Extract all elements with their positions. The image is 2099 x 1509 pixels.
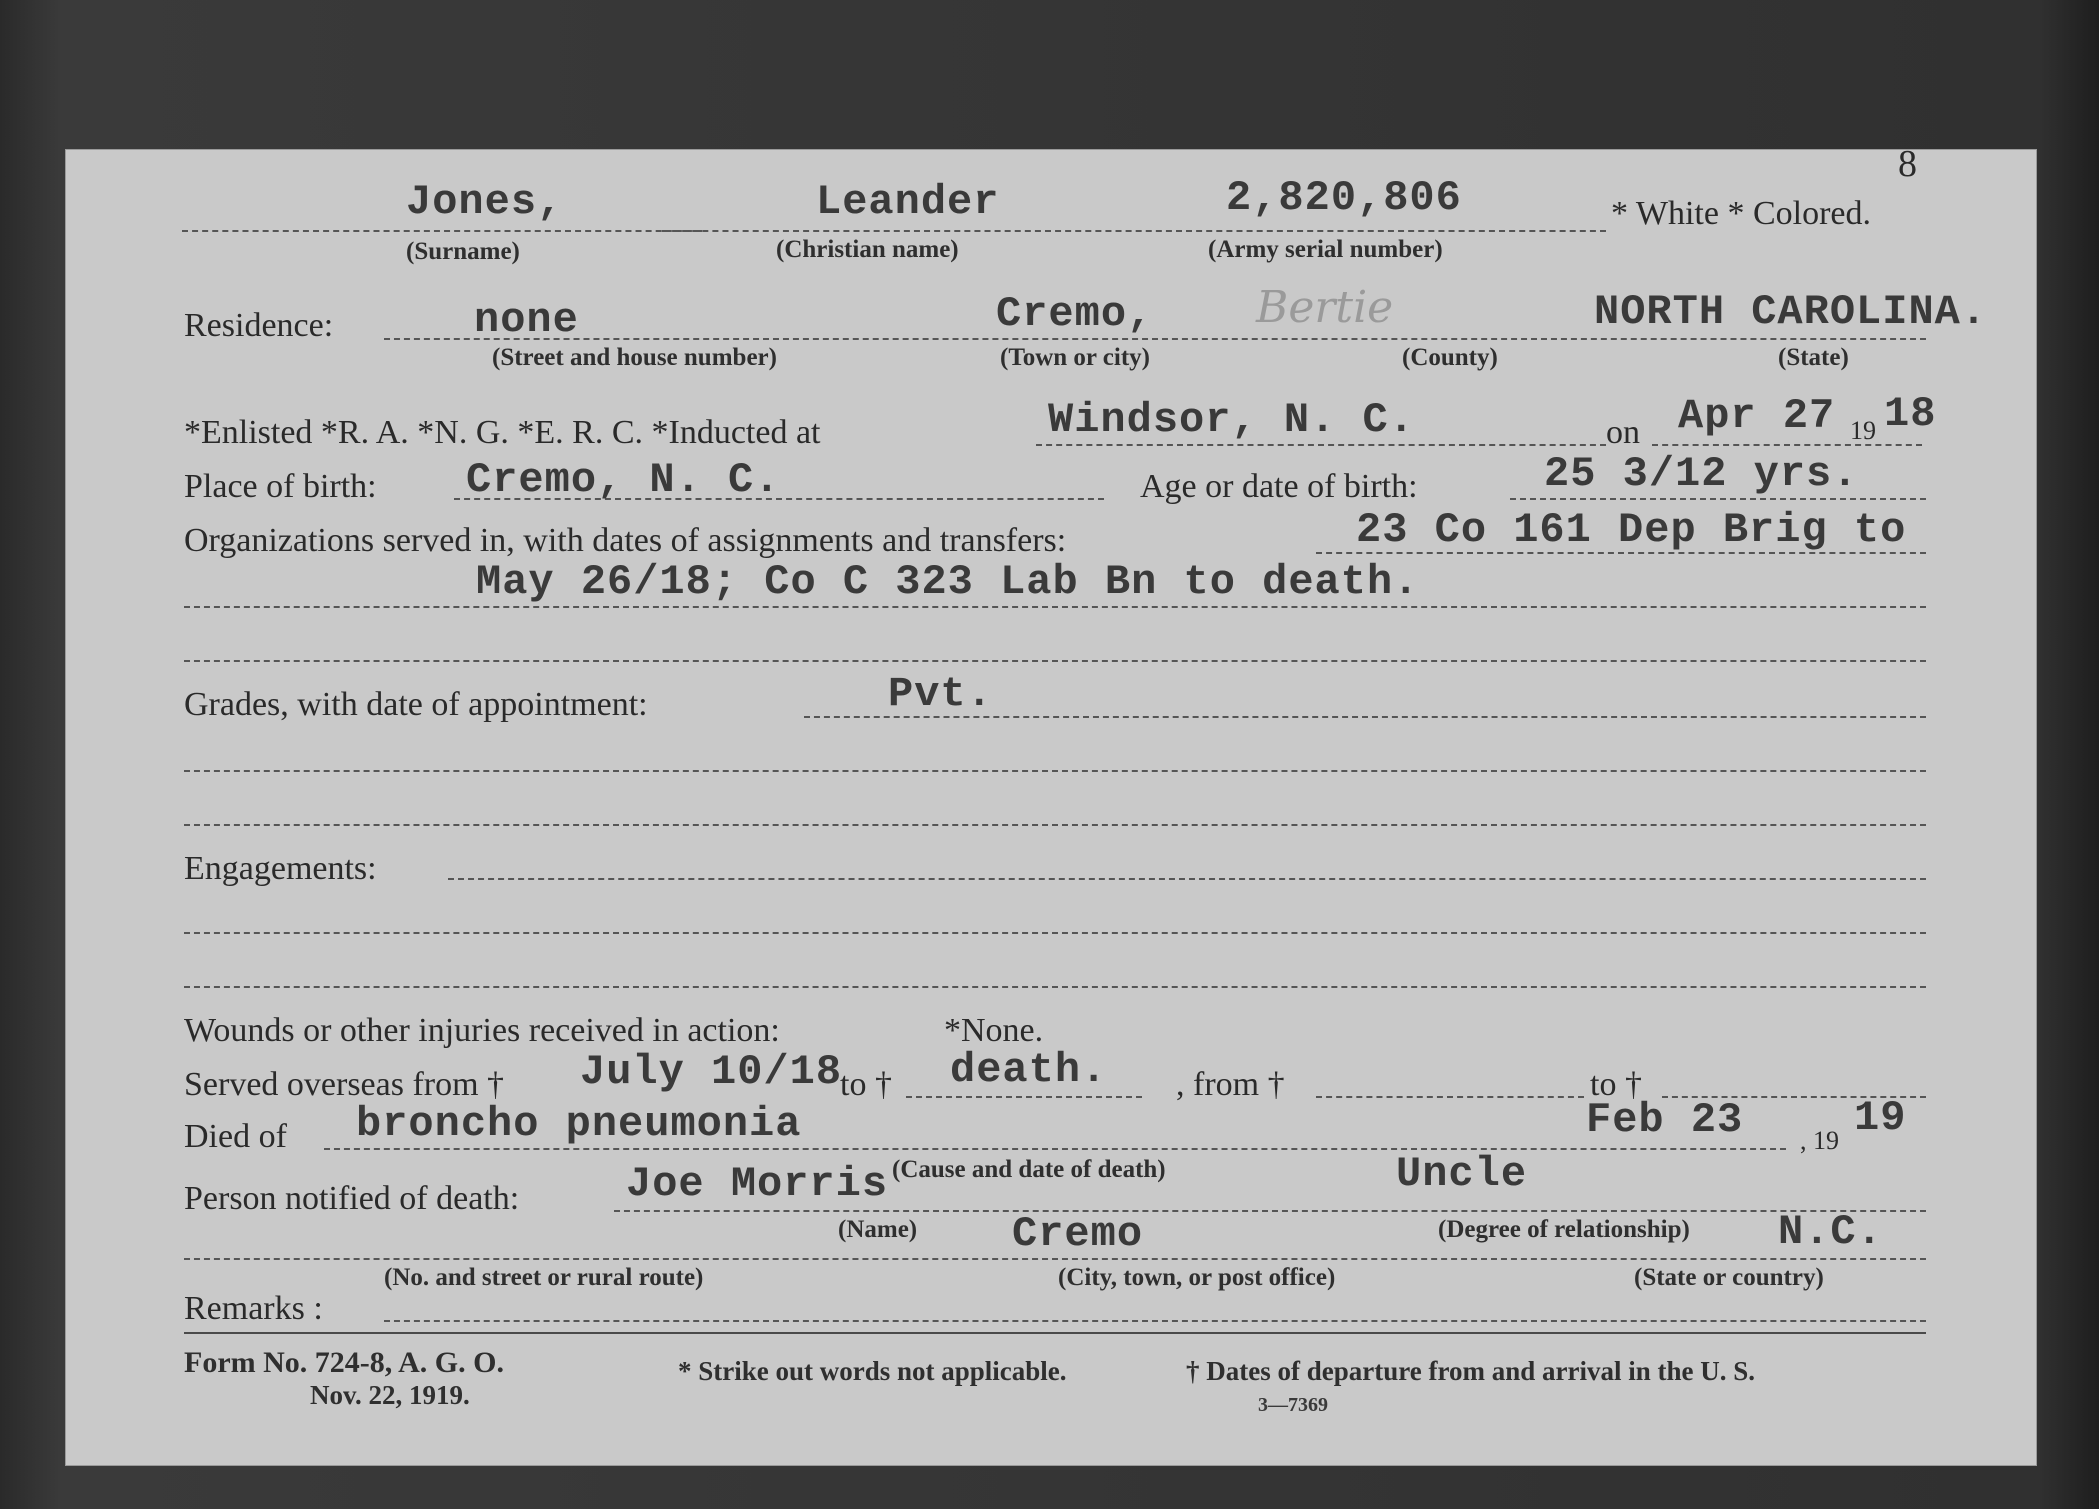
grades-line-2 [184, 770, 1926, 772]
overseas-from2-line [1316, 1096, 1584, 1098]
wounds-label: Wounds or other injuries received in action: [184, 1012, 780, 1049]
race-options: * White * Colored. [1611, 195, 1871, 232]
death-date-value: Feb 23 [1586, 1096, 1744, 1144]
enlistment-place-value: Windsor, N. C. [1048, 396, 1415, 444]
dates-note: † Dates of departure from and arrival in the U. S. [1186, 1356, 1755, 1386]
notified-line [614, 1210, 1926, 1212]
notified-city-caption: (City, town, or post office) [1058, 1264, 1336, 1291]
serial-number-caption: (Army serial number) [1208, 236, 1443, 263]
overseas-to-value: death. [950, 1046, 1108, 1094]
print-code: 3—7369 [1258, 1394, 1328, 1416]
enlistment-place-line [1036, 444, 1606, 446]
residence-street-value: none [474, 296, 579, 344]
death-caption: (Cause and date of death) [892, 1156, 1166, 1183]
enlistment-year-value: 18 [1884, 390, 1937, 438]
christian-name-caption: (Christian name) [776, 236, 959, 263]
form-date: Nov. 22, 1919. [310, 1380, 470, 1410]
footer-rule [184, 1332, 1926, 1334]
residence-label: Residence: [184, 307, 334, 344]
residence-state-value: NORTH CAROLINA. [1594, 288, 1988, 336]
state-caption: (State) [1778, 344, 1849, 371]
notified-street-caption: (No. and street or rural route) [384, 1264, 704, 1291]
notified-label: Person notified of death: [184, 1180, 520, 1217]
form-number: Form No. 724-8, A. G. O. [184, 1346, 504, 1379]
death-year-value: 19 [1854, 1094, 1907, 1142]
grades-value: Pvt. [888, 670, 993, 718]
overseas-to-label: to † [840, 1066, 892, 1103]
organizations-line-3 [184, 660, 1926, 662]
notified-name-caption: (Name) [838, 1216, 918, 1243]
serial-number-value: 2,820,806 [1226, 174, 1462, 222]
enlistment-on-label: on [1606, 414, 1640, 451]
organizations-label: Organizations served in, with dates of assignments and transfers: [184, 522, 1067, 559]
overseas-to2-label: to † [1590, 1066, 1642, 1103]
surname-line [182, 230, 702, 232]
engagements-line-1 [448, 878, 1926, 880]
street-caption: (Street and house number) [492, 344, 777, 371]
christian-name-value: Leander [816, 178, 1000, 226]
christian-line [662, 230, 1182, 232]
organizations-line-2 [184, 606, 1926, 608]
remarks-line [384, 1320, 1926, 1322]
notified-state-value: N.C. [1778, 1208, 1883, 1256]
age-label: Age or date of birth: [1140, 468, 1418, 505]
grades-line-3 [184, 824, 1926, 826]
engagements-line-2 [184, 932, 1926, 934]
strike-note: * Strike out words not applicable. [678, 1356, 1067, 1386]
birth-place-label: Place of birth: [184, 468, 377, 505]
county-caption: (County) [1402, 344, 1498, 371]
overseas-from-value: July 10/18 [580, 1048, 843, 1096]
died-of-line [324, 1148, 1786, 1150]
residence-county-value: Bertie [1256, 282, 1394, 333]
enlistment-date-line [1652, 444, 1922, 446]
age-line [1510, 498, 1926, 500]
grades-label: Grades, with date of appointment: [184, 686, 648, 723]
death-year-prefix: , 19 [1800, 1126, 1839, 1155]
overseas-from2-label: , from † [1176, 1066, 1285, 1103]
serial-line [1186, 230, 1606, 232]
residence-line [384, 338, 1926, 340]
wounds-value: *None. [944, 1012, 1044, 1049]
organizations-value-2: May 26/18; Co C 323 Lab Bn to death. [476, 558, 1420, 606]
overseas-label: Served overseas from † [184, 1066, 505, 1103]
notified-relationship-caption: (Degree of relationship) [1438, 1216, 1690, 1243]
remarks-label: Remarks : [184, 1290, 323, 1327]
death-cause-value: broncho pneumonia [356, 1100, 802, 1148]
page-number: 8 [1898, 143, 1917, 185]
notified-name-value: Joe Morris [626, 1160, 889, 1208]
organizations-value-1: 23 Co 161 Dep Brig to [1356, 506, 1907, 554]
enlistment-date-value: Apr 27 [1678, 392, 1836, 440]
enlistment-label: *Enlisted *R. A. *N. G. *E. R. C. *Inducted at [184, 414, 821, 451]
engagements-label: Engagements: [184, 850, 377, 887]
residence-town-value: Cremo, [996, 290, 1154, 338]
age-value: 25 3/12 yrs. [1544, 450, 1859, 498]
died-of-label: Died of [184, 1118, 287, 1155]
overseas-to-line [906, 1096, 1142, 1098]
engagements-line-3 [184, 986, 1926, 988]
surname-value: Jones, [406, 178, 564, 226]
service-record-card [66, 143, 2036, 1465]
enlistment-year-prefix: 19 [1850, 416, 1876, 445]
surname-caption: (Surname) [406, 238, 520, 265]
notified-address-line [184, 1258, 1926, 1260]
notified-relationship-value: Uncle [1396, 1150, 1528, 1198]
birth-place-value: Cremo, N. C. [466, 456, 781, 504]
notified-state-caption: (State or country) [1634, 1264, 1824, 1291]
notified-city-value: Cremo [1012, 1210, 1144, 1258]
town-caption: (Town or city) [1000, 344, 1150, 371]
